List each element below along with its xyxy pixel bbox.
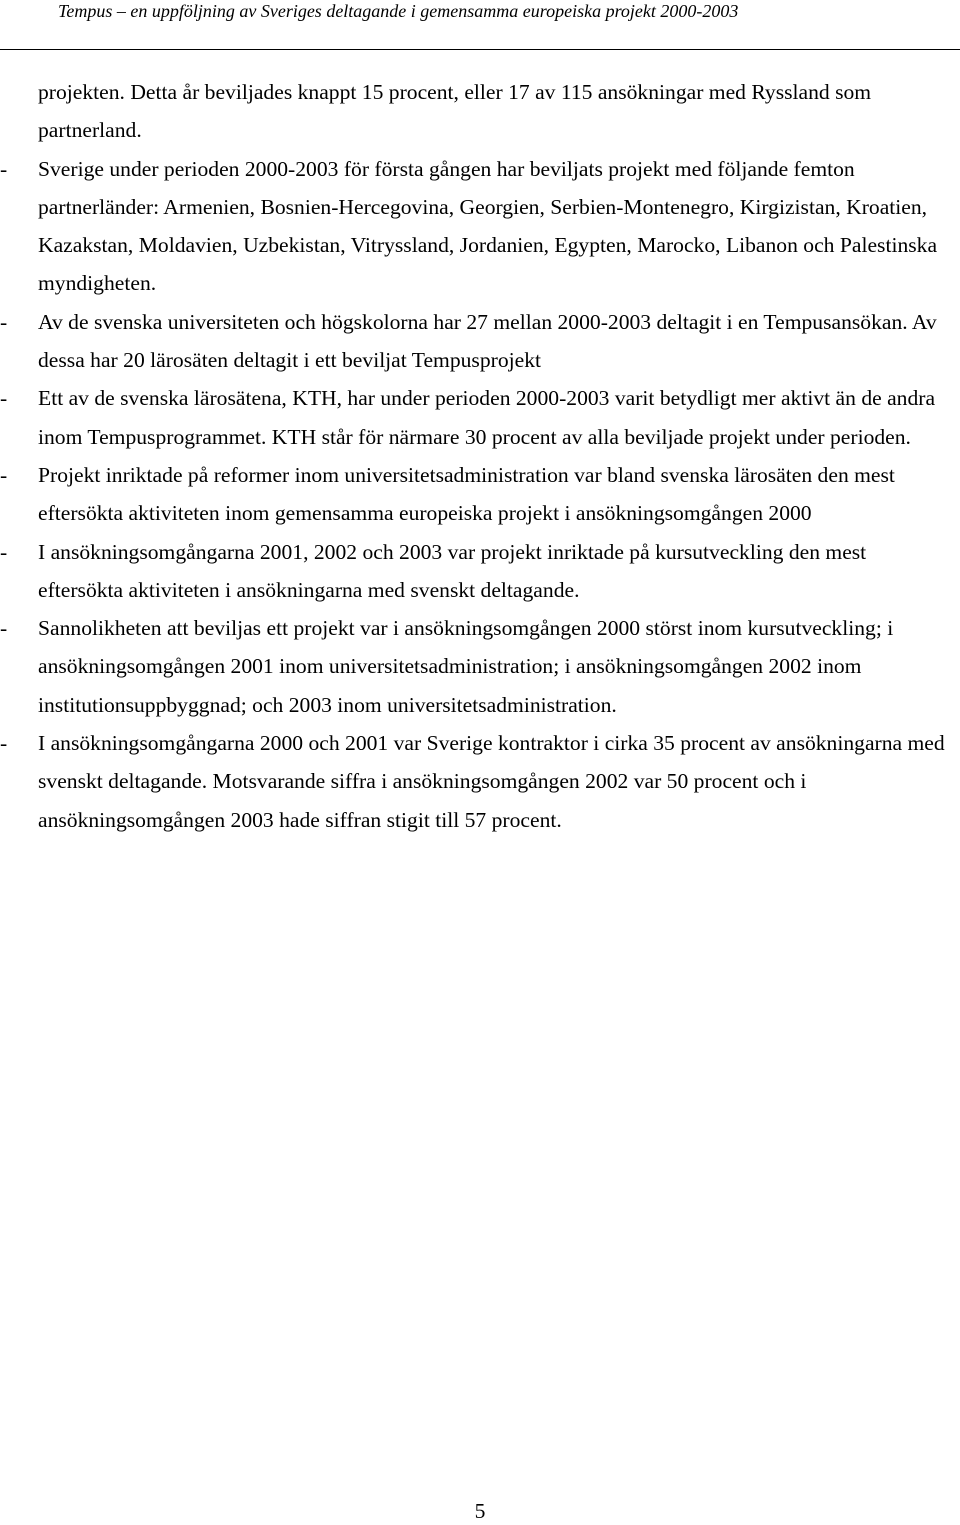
list-item-text: I ansökningsomgångarna 2001, 2002 och 2003 var projekt inriktade på kursutveckling den mest eftersökta aktiviteten i ansökningarna med svenskt deltagande. <box>38 539 867 602</box>
bullet-marker: - <box>0 731 8 756</box>
list-item <box>0 150 960 303</box>
bullet-marker: - <box>0 309 8 334</box>
list-item <box>0 724 960 839</box>
page-number: 5 <box>474 1499 486 1523</box>
list-item-text: Ett av de svenska lärosätena, KTH, har under perioden 2000-2003 varit betydligt mer aktivt än de andra inom Tempusprogrammet. KTH står för närmare 30 procent av alla beviljade projekt under perioden. <box>38 386 936 449</box>
running-header-title: Tempus – en uppföljning av Sveriges deltagande i gemensamma europeiska projekt 2000-2003 <box>58 1 739 21</box>
list-item-text: Projekt inriktade på reformer inom universitetsadministration var bland svenska lärosäten den mest eftersökta aktiviteten inom gemensamma europeiska projekt i ansökningsomgången 2000 <box>38 462 895 526</box>
list-item <box>0 303 960 380</box>
page-header <box>0 0 960 50</box>
list-item <box>0 456 960 533</box>
bullet-marker: - <box>0 386 8 411</box>
list-item-text: Sannolikheten att beviljas ett projekt var i ansökningsomgången 2000 störst inom kursutveckling; i ansökningsomgången 2001 inom universitetsadministration; i ansökningsomgången 2002 inom institutionsuppbyggnad; och 2003 inom universitetsadministration. <box>38 616 894 717</box>
list-item <box>0 533 960 610</box>
bullet-marker: - <box>0 539 8 564</box>
bullet-marker: - <box>0 616 8 641</box>
list-item-text: I ansökningsomgångarna 2000 och 2001 var Sverige kontraktor i cirka 35 procent av ansökningarna med svenskt deltagande. Motsvarande siffra i ansökningsomgången 2002 var 50 procent och i ansökningsomgången 2003 hade siffran stigit till 57 procent. <box>38 731 945 832</box>
document-body <box>0 73 960 839</box>
findings-list <box>0 150 960 839</box>
bullet-marker: - <box>0 462 8 487</box>
list-item-text: Av de svenska universiteten och högskolorna har 27 mellan 2000-2003 deltagit i en Tempusansökan. Av dessa har 20 lärosäten deltagit i ett beviljat Tempusprojekt <box>38 309 937 373</box>
bullet-marker: - <box>0 156 8 181</box>
list-item <box>0 609 960 724</box>
list-item-text: Sverige under perioden 2000-2003 för första gången har beviljats projekt med följande femton partnerländer: Armenien, Bosnien-Hercegovina, Georgien, Serbien-Montenegro, Kirgizistan, Kroatien, Kazakstan, Moldavien, Uzbekistan, Vitryssland, Jordanien, Egypten, Marocko, Libanon och Palestinska myndigheten. <box>38 156 938 296</box>
list-item <box>0 379 960 456</box>
intro-paragraph: projekten. Detta år beviljades knappt 15 procent, eller 17 av 115 ansökningar med Ryssland som partnerland. <box>38 80 872 143</box>
